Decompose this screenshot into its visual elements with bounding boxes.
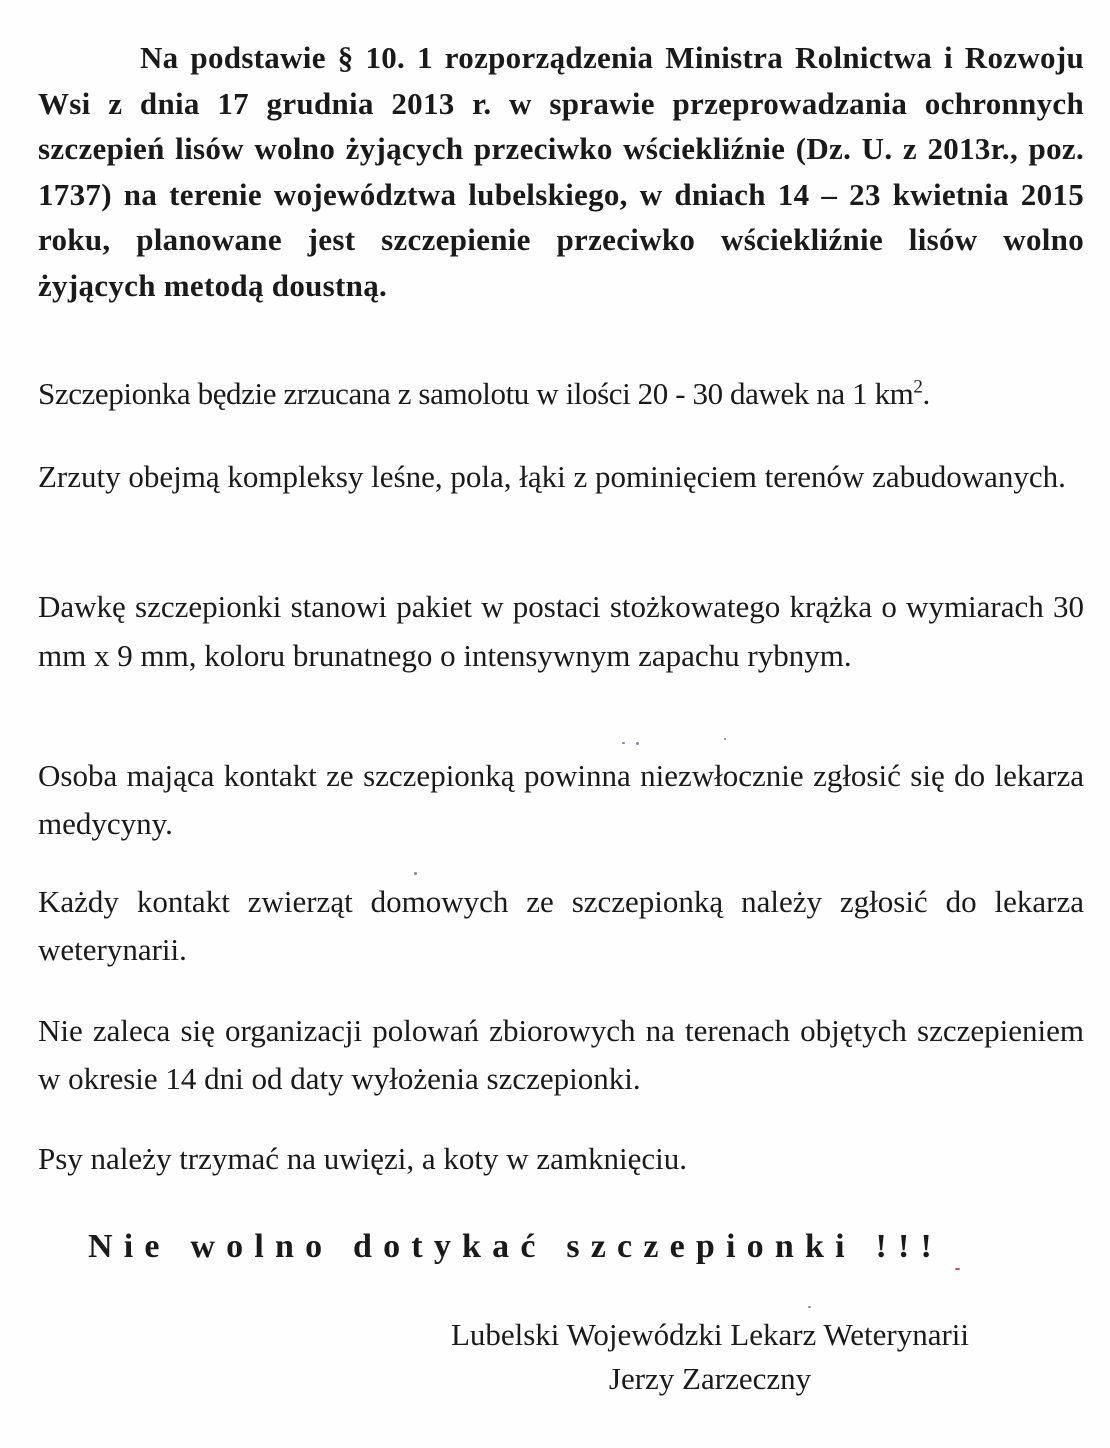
intro-paragraph: Na podstawie § 10. 1 rozporządzenia Ministra Rolnictwa i Rozwoju Wsi z dnia 17 grudnia 2013 r. w sprawie przeprowadzania ochronnych szczepień lisów wolno żyjących przeciwko wściekliźnie (Dz. U. z 2013r., poz. 1737) na terenie województwa lubelskiego, w dniach 14 – 23 kwietnia 2015 roku, planowane jest szczepienie przeciwko wściekliźnie lisów wolno żyjących metodą doustną. bbox=[38, 40, 1084, 303]
scan-speck bbox=[414, 872, 417, 875]
scan-speck bbox=[955, 1268, 960, 1270]
pets-paragraph: Psy należy trzymać na uwięzi, a koty w zamknięciu. bbox=[38, 1141, 688, 1176]
animal-contact-paragraph: Każdy kontakt zwierząt domowych ze szczepionką należy zgłosić do lekarza weterynarii. bbox=[38, 884, 1084, 967]
signature-block bbox=[390, 1313, 1030, 1401]
scan-speck bbox=[724, 738, 726, 740]
areas-paragraph: Zrzuty obejmą kompleksy leśne, pola, łąki z pominięciem terenów zabudowanych. bbox=[38, 459, 1066, 494]
hunting-paragraph: Nie zaleca się organizacji polowań zbiorowych na terenach objętych szczepieniem w okresie 14 dni od daty wyłożenia szczepionki. bbox=[38, 1013, 1084, 1096]
dropping-text: Szczepionka będzie zrzucana z samolotu w ilości 20 - 30 dawek na 1 km bbox=[38, 376, 914, 411]
human-contact-paragraph: Osoba mająca kontakt ze szczepionką powinna niezwłocznie zgłosić się do lekarza medycyny. bbox=[38, 758, 1084, 841]
signature-title: Lubelski Wojewódzki Lekarz Weterynarii bbox=[450, 1317, 970, 1352]
scan-speck bbox=[636, 742, 639, 745]
dropping-end: . bbox=[922, 376, 930, 411]
scan-speck bbox=[808, 1306, 811, 1308]
description-paragraph: Dawkę szczepionki stanowi pakiet w postaci stożkowatego krążka o wymiarach 30 mm x 9 mm, koloru brunatnego o intensywnym zapachu rybnym. bbox=[38, 589, 1084, 673]
signature-name: Jerzy Zarzeczny bbox=[608, 1361, 812, 1396]
warning-heading: Nie wolno dotykać szczepionki !!! bbox=[88, 1228, 944, 1265]
dropping-superscript: 2 bbox=[913, 376, 923, 398]
scan-speck bbox=[622, 742, 625, 744]
dropping-paragraph bbox=[38, 372, 1084, 416]
